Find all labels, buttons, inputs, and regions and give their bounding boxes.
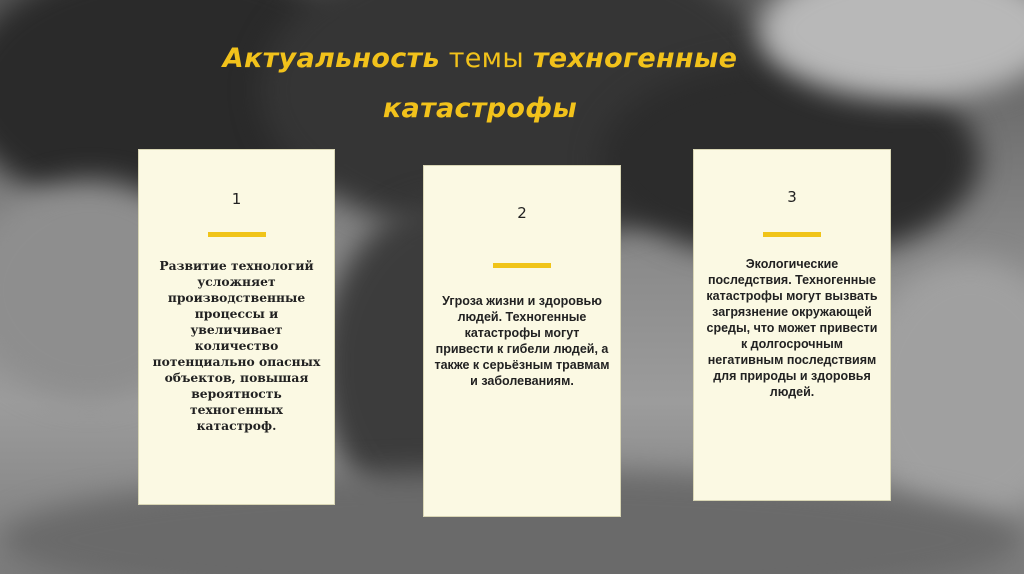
accent-bar — [493, 263, 551, 268]
card-number: 1 — [231, 190, 242, 208]
card-number: 3 — [787, 188, 797, 206]
card-number: 2 — [517, 204, 527, 222]
card-text: Экологические последствия. Техногенные катастрофы могут вызвать загрязнение окружающей среды, что может привести к долгосрочным негативным последствиям для природы и здоровья людей. — [706, 257, 878, 399]
title-part-3: техногенные — [532, 43, 738, 74]
page-title — [150, 34, 810, 134]
card-text: Развитие технологий усложняет производственные процессы и увеличивает количество потенциально опасных объектов, повышая вероятность техногенных катастроф. — [152, 258, 321, 433]
card-3 — [693, 149, 891, 501]
card-text: Угроза жизни и здоровью людей. Техногенные катастрофы могут привести к гибели людей, а также к серьёзным травмам и заболеваниям. — [434, 294, 610, 388]
title-part-2: темы — [439, 43, 533, 74]
title-line-2: катастрофы — [382, 93, 578, 124]
card-2 — [423, 165, 621, 517]
accent-bar — [763, 232, 821, 237]
title-part-1: Актуальность — [222, 43, 440, 74]
accent-bar — [208, 232, 266, 237]
card-1 — [138, 149, 335, 505]
